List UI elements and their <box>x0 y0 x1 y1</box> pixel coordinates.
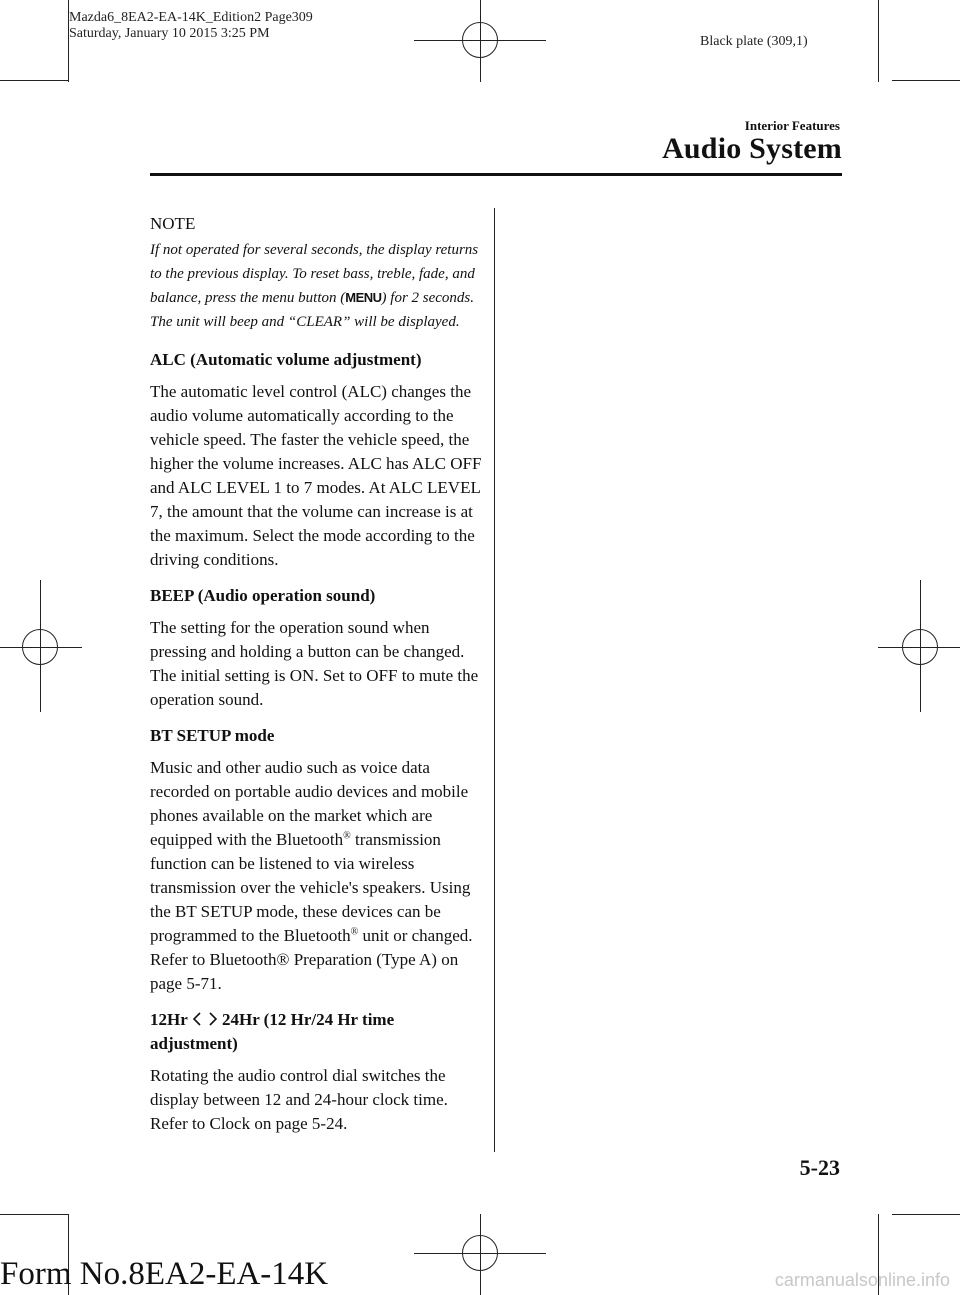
bt-body-part1: Music and other audio such as voice data recorded on portable audio devices and mobile phones available on the market which are equipped with the Bluetooth <box>150 758 469 849</box>
clock-heading-12hr: 12Hr <box>150 1010 188 1029</box>
note-body <box>150 238 482 334</box>
note-text-1: If not operated for several seconds, the display returns to the previous display. To reset bass, treble, fade, and balance, press the menu button ( <box>150 242 479 306</box>
header-rule <box>150 173 842 176</box>
beep-body: The setting for the operation sound when pressing and holding a button can be changed. The initial setting is ON. Set to OFF to mute the operation sound. <box>150 618 479 709</box>
column-divider <box>494 208 495 1152</box>
chevron-left-right-icon <box>192 1010 222 1029</box>
note-heading: NOTE <box>150 214 196 233</box>
watermark: carmanualsonline.info <box>774 1270 950 1290</box>
section-title: Audio System <box>662 132 842 165</box>
clock-heading-24hr: 24Hr (12 Hr/24 Hr time adjustment) <box>150 1010 395 1053</box>
bt-body-part3: unit or changed. <box>358 926 473 945</box>
print-info-file: Mazda6_8EA2-EA-14K_Edition2 Page309 <box>69 10 313 25</box>
registered-mark: ® <box>343 830 351 842</box>
beep-heading: BEEP (Audio operation sound) <box>150 586 376 605</box>
bt-setup-body <box>150 756 482 948</box>
plate-label: Black plate (309,1) <box>700 34 808 49</box>
bt-body-part2: transmission function can be listened to via wireless transmission over the vehicle's speakers. Using the BT SETUP mode, these devices can be programmed to the Bluetooth <box>150 830 471 945</box>
clock-heading <box>150 1008 482 1056</box>
menu-button-icon: MENU <box>345 290 382 305</box>
note-text-2: ) for 2 seconds. The unit will beep and “CLEAR” will be displayed. <box>150 290 475 330</box>
alc-body: The automatic level control (ALC) changes the audio volume automatically according to the vehicle speed. The faster the vehicle speed, the higher the volume increases. ALC has ALC OFF and ALC LEVEL 1 to 7 modes. At ALC LEVEL 7, the amount that the volume can increase is at the maximum. Select the mode according to the driving conditions. <box>150 382 482 569</box>
main-content <box>150 214 482 1148</box>
registered-mark: ® <box>350 926 359 938</box>
clock-reference: Refer to Clock on page 5-24. <box>150 1114 348 1133</box>
bt-setup-heading: BT SETUP mode <box>150 726 275 745</box>
clock-body: Rotating the audio control dial switches the display between 12 and 24-hour clock time. <box>150 1066 448 1109</box>
bt-setup-reference: Refer to Bluetooth® Preparation (Type A) on page 5-71. <box>150 950 459 993</box>
section-label: Interior Features <box>744 118 840 133</box>
form-number: Form No.8EA2-EA-14K <box>0 1256 329 1292</box>
page-number: 5-23 <box>799 1155 840 1180</box>
print-info-date: Saturday, January 10 2015 3:25 PM <box>69 26 270 41</box>
alc-heading: ALC (Automatic volume adjustment) <box>150 350 422 369</box>
print-info <box>69 10 313 42</box>
